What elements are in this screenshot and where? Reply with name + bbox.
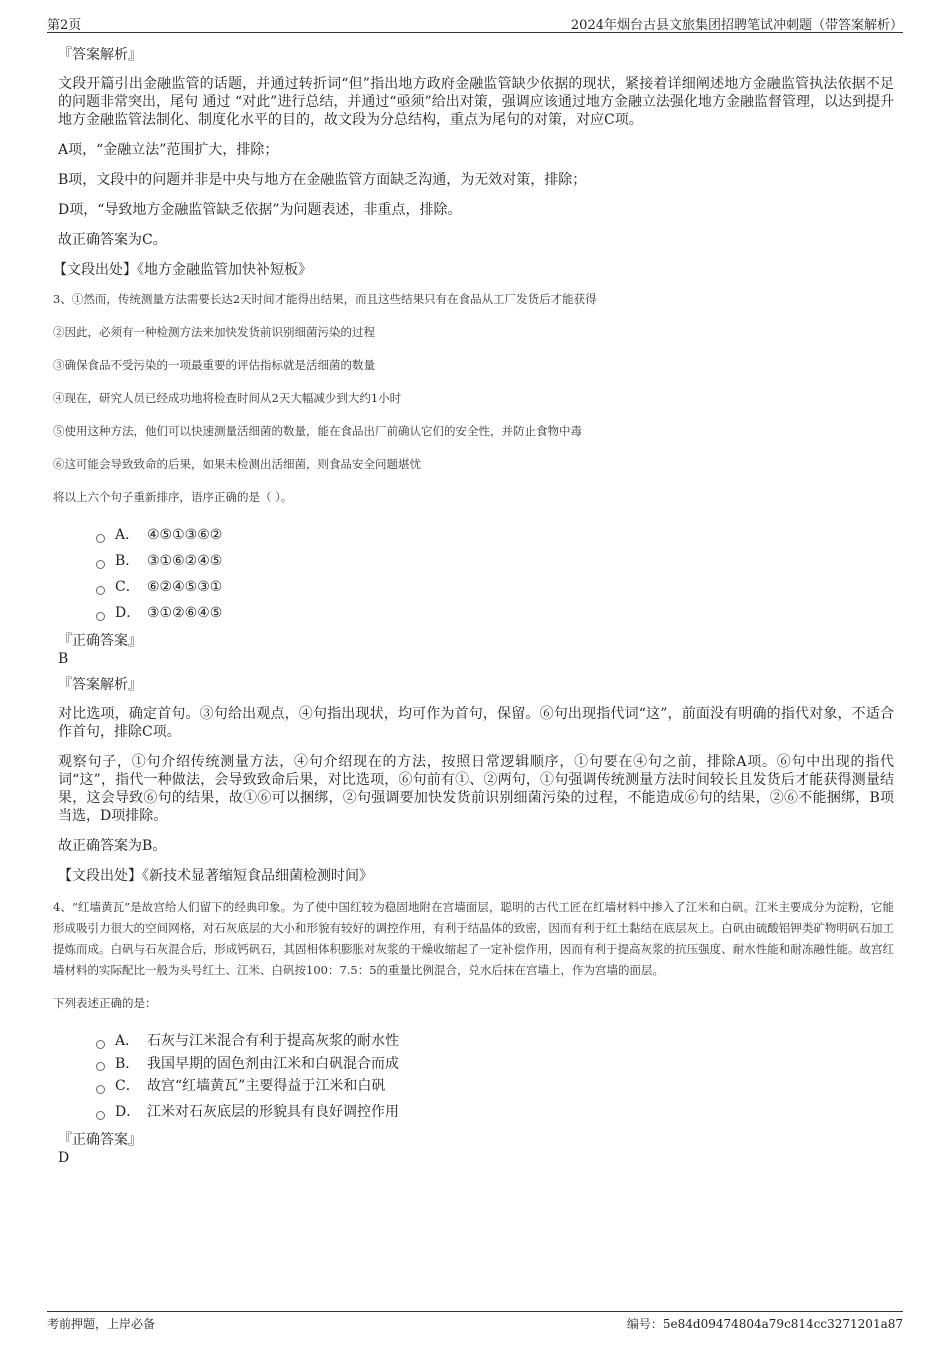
option-b[interactable]: [96, 1054, 894, 1073]
question-prompt: 将以上六个句子重新排序，语序正确的是（ ）。: [53, 490, 293, 504]
option-c[interactable]: [96, 574, 894, 600]
document-title: 2024年烟台古县文旅集团招聘笔试冲刺题（带答案解析）: [570, 18, 903, 33]
page-number: 第2页: [47, 18, 82, 33]
correct-answer-label: 『正确答案』: [58, 633, 142, 649]
option-letter: A．: [115, 1033, 140, 1049]
radio-icon[interactable]: [96, 1062, 105, 1071]
analysis-paragraph: B项，文段中的问题并非是中央与地方在金融监管方面缺乏沟通，为无效对策，排除；: [58, 172, 587, 188]
correct-answer: D: [58, 1150, 70, 1166]
question-sentence: ②因此，必须有一种检测方法来加快发货前识别细菌污染的过程: [53, 325, 375, 339]
option-b[interactable]: [96, 548, 894, 574]
option-a[interactable]: [96, 1028, 894, 1054]
option-text: ④⑤①③⑥②: [147, 527, 223, 543]
option-text: ③①②⑥④⑤: [147, 605, 223, 621]
radio-icon[interactable]: [96, 560, 105, 569]
radio-icon[interactable]: [96, 534, 105, 543]
radio-icon[interactable]: [96, 612, 105, 621]
analysis-conclusion: 故正确答案为B。: [58, 838, 167, 854]
analysis-paragraph: 观察句子，①句介绍传统测量方法，④句介绍现在的方法，按照日常逻辑顺序，①句要在④句之前，排除A项。⑥句中出现的指代词“这”，指代一种做法，会导致致命后果，对比选项，⑥句前有①、②两句，①句强调传统测量方法时间较长且发货后才能获得测量结果，这会导致⑥句的结果，故①⑥可以捆绑，②句强调要加快发货前识别细菌污染的过程，不能造成⑥句的结果，②⑥不能捆绑，B项当选，D项排除。: [58, 754, 894, 824]
source-citation: 【文段出处】《新技术显著缩短食品细菌检测时间》: [58, 868, 373, 884]
question-sentence: ⑤使用这种方法，他们可以快速测量活细菌的数量，能在食品出厂前确认它们的安全性，并防止食物中毒: [53, 424, 582, 438]
option-d[interactable]: [96, 1099, 894, 1125]
question-stem: 4、“红墙黄瓦”是故宫给人们留下的经典印象。为了使中国红较为稳固地附在宫墙面层，聪明的古代工匠在红墙材料中掺入了江米和白矾。江米主要成分为淀粉，它能形成吸引力很大的空间网格，对石灰底层的大小和形貌有较好的调控作用，有利于结晶体的致密，因而有利于红土黏结在底层灰上。白矾由硫酸铝钾类矿物明矾石加工提炼而成。白矾与石灰混合后，形成钙矾石，其固相体积膨胀对灰浆的干燥收缩起了一定补偿作用，因而有利于提高灰浆的抗压强度、耐水性能和耐冻融性能。故宫红墙材料的实际配比一般为头号红土、江米、白矾按100：7.5：5的重量比例混合，兑水后抹在宫墙上，作为宫墙的面层。: [53, 900, 894, 977]
analysis-label: 『答案解析』: [58, 47, 142, 63]
option-letter: B．: [115, 553, 140, 569]
question-sentence: ⑥这可能会导致致命的后果，如果未检测出活细菌，则食品安全问题堪忧: [53, 457, 421, 471]
question-prompt: 下列表述正确的是：: [53, 996, 157, 1010]
answer-options: [96, 1028, 894, 1125]
option-a[interactable]: [96, 522, 894, 548]
option-letter: B．: [115, 1055, 140, 1072]
analysis-label: 『答案解析』: [58, 677, 142, 693]
analysis-paragraph: D项，“导致地方金融监管缺乏依据”为问题表述，非重点，排除。: [58, 202, 462, 218]
option-letter: A．: [115, 527, 140, 543]
correct-answer-block: [58, 632, 894, 668]
option-letter: D．: [115, 1104, 141, 1120]
option-letter: D．: [115, 605, 141, 621]
option-d[interactable]: [96, 600, 894, 626]
question-sentence: ④现在，研究人员已经成功地将检查时间从2天大幅减少到大约1小时: [53, 391, 402, 405]
option-c[interactable]: [96, 1073, 894, 1099]
question-sentence: ③确保食品不受污染的一项最重要的评估指标就是活细菌的数量: [53, 358, 375, 372]
page-header: [47, 12, 903, 33]
radio-icon[interactable]: [96, 1040, 105, 1049]
document-id: 编号：5e84d09474804a79c814cc3271201a87: [626, 1317, 903, 1331]
option-text: ⑥②④⑤③①: [147, 579, 223, 595]
option-text: 故宫“红墙黄瓦”主要得益于江米和白矾: [147, 1078, 386, 1094]
option-text: 石灰与江米混合有利于提高灰浆的耐水性: [147, 1033, 399, 1049]
question-sentence: 3、①然而，传统测量方法需要长达2天时间才能得出结果，而且这些结果只有在食品从工厂发货后才能获得: [53, 292, 597, 306]
answer-options: [96, 522, 894, 626]
analysis-paragraph: 对比选项，确定首句。③句给出观点，④句指出现状，均可作为首句，保留。⑥句出现指代词“这”，前面没有明确的指代对象，不适合作首句，排除C项。: [58, 706, 894, 740]
correct-answer-block: [58, 1131, 894, 1167]
analysis-paragraph: A项，“金融立法”范围扩大，排除；: [58, 142, 279, 158]
correct-answer-label: 『正确答案』: [58, 1132, 142, 1148]
option-text: 江米对石灰底层的形貌具有良好调控作用: [147, 1104, 399, 1120]
correct-answer: B: [58, 651, 69, 667]
option-text: 我国早期的固色剂由江米和白矾混合而成: [147, 1055, 399, 1072]
footer-slogan: 考前押题，上岸必备: [47, 1317, 156, 1331]
page-content: [53, 46, 894, 1175]
option-letter: C．: [115, 1078, 140, 1094]
source-citation: 【文段出处】《地方金融监管加快补短板》: [53, 262, 312, 278]
page-footer: [47, 1311, 903, 1334]
radio-icon[interactable]: [96, 586, 105, 595]
radio-icon[interactable]: [96, 1085, 105, 1094]
option-letter: C．: [115, 579, 140, 595]
option-text: ③①⑥②④⑤: [147, 553, 223, 569]
analysis-paragraph: 文段开篇引出金融监管的话题，并通过转折词“但”指出地方政府金融监管缺少依据的现状，紧接着详细阐述地方金融监管执法依据不足的问题非常突出，尾句 通过 “对此”进行总结，并通过“亟须”给出对策，强调应该通过地方金融立法强化地方金融监督管理，以达到提升地方金融监管法制化、制度化水平的目的，故文段为分总结构，重点为尾句的对策，对应C项。: [58, 76, 894, 128]
analysis-conclusion: 故正确答案为C。: [58, 232, 167, 248]
radio-icon[interactable]: [96, 1111, 105, 1120]
